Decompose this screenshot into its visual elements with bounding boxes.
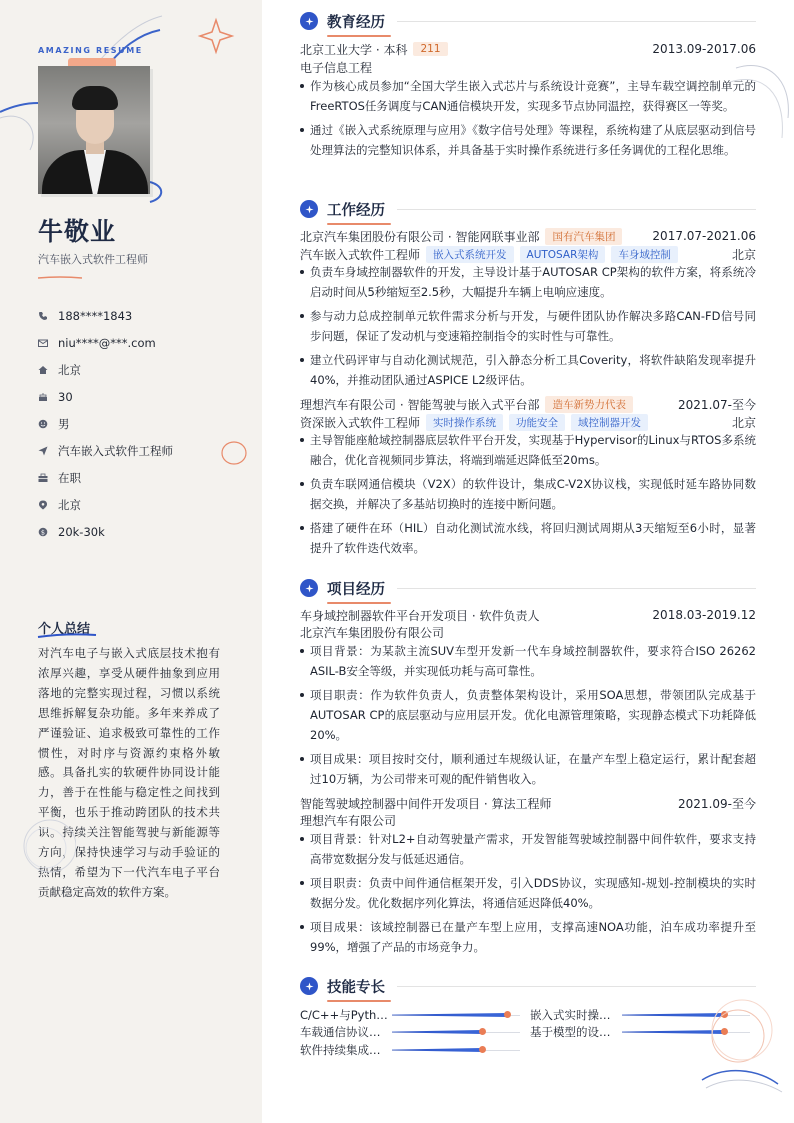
sparkle-icon (300, 12, 318, 30)
education-section-header (300, 10, 756, 32)
job-role: 汽车嵌入式软件工程师 (300, 247, 421, 262)
section-divider (397, 209, 756, 210)
job-company-row (300, 227, 756, 245)
skill-name: 嵌入式实时操… (530, 1008, 611, 1022)
skill-tag: 车身域控制 (611, 246, 678, 263)
projects-title: 项目经历 (327, 578, 385, 599)
project-bullets (300, 829, 756, 961)
mail-icon (38, 338, 58, 348)
info-status-value: 在职 (58, 470, 81, 485)
education-major: 电子信息工程 (300, 61, 373, 75)
info-gender-value: 男 (58, 416, 70, 431)
project-period: 2021.09-至今 (678, 796, 756, 811)
phone-icon (38, 311, 58, 321)
list-item: 搭建了硬件在环（HIL）自动化测试流水线，将回归测试周期从3天缩短至6小时，显著提升了软件迭代效率。 (300, 518, 756, 558)
skill-level-bar (392, 1011, 520, 1019)
svg-text:$: $ (40, 527, 46, 536)
info-age-value: 30 (58, 389, 73, 404)
info-city-value: 北京 (58, 362, 81, 377)
list-item: 负责车联网通信模块（V2X）的软件设计，集成C-V2X协议栈，实现低时延车路协同数据交换，并解决了多基站切换时的连接中断问题。 (300, 474, 756, 514)
sidebar (0, 0, 262, 1123)
name-underline (38, 276, 82, 280)
skill-tag: 功能安全 (509, 414, 565, 431)
job-role: 资深嵌入式软件工程师 (300, 415, 421, 430)
sparkle-icon (300, 579, 318, 597)
briefcase-icon (38, 473, 58, 483)
info-phone-value: 188****1843 (58, 308, 133, 323)
resume-tagline: AMAZING RESUME (38, 46, 143, 55)
decorative-ring (218, 438, 252, 468)
list-item: 项目职责：负责中间件通信框架开发，引入DDS协议，实现感知-规划-控制模块的实时数据分发。优化数据序列化算法，将通信延迟降低40%。 (300, 873, 756, 913)
summary-underline (36, 632, 100, 640)
list-item: 负责车身域控制器软件的开发，主导设计基于AUTOSAR CP架构的软件方案，将系统冷启动时间从5秒缩短至2.5秒，大幅提升车辆上电响应速度。 (300, 262, 756, 302)
home-icon (38, 365, 58, 375)
school-name: 北京工业大学 · 本科 (300, 42, 408, 57)
send-icon (38, 446, 58, 456)
school-tag: 211 (413, 42, 447, 56)
project-name: 智能驾驶域控制器中间件开发项目 · 算法工程师 (300, 796, 552, 811)
info-target-position (38, 437, 238, 464)
info-email (38, 329, 238, 356)
section-divider (397, 986, 756, 987)
job-city: 北京 (731, 247, 756, 262)
sparkle-icon (300, 977, 318, 995)
job-role-row (300, 413, 756, 431)
list-item: 项目背景：针对L2+自动驾驶量产需求，开发智能驾驶域控制器中间件软件，要求支持高带宽数据分发与低延迟通信。 (300, 829, 756, 869)
list-item: 项目成果：该域控制器已在量产车型上应用，支撑高速NOA功能，泊车成功率提升至99%，增强了产品的市场竞争力。 (300, 917, 756, 957)
education-title: 教育经历 (327, 11, 385, 32)
project-row (300, 606, 756, 624)
education-period: 2013.09-2017.06 (652, 42, 756, 56)
info-email-value: niu****@***.com (58, 335, 156, 350)
summary-text: 对汽车电子与嵌入式底层技术抱有浓厚兴趣，享受从硬件抽象到应用落地的完整实现过程，习惯以系统思维拆解复杂功能。多年来养成了严谨验证、追求极致可靠性的工作惯性，对时序与资源约束格外敏感。具备扎实的软硬件协同设计能力，善于在性能与稳定性之间找到平衡，也乐于推动跨团队的技术共识。持续关注智能驾驶与新能源等方向，保持快速学习与动手验证的热情，希望为下一代汽车电子平台贡献稳定高效的软件方案。 (38, 646, 220, 899)
project-row (300, 794, 756, 812)
section-divider (397, 21, 756, 22)
skill-tag: 域控制器开发 (571, 414, 648, 431)
project-company: 理想汽车有限公司 (300, 814, 397, 828)
section-divider (397, 588, 756, 589)
work-section-header (300, 198, 756, 220)
list-item: 主导智能座舱域控制器底层软件平台开发，实现基于Hypervisor的Linux与RTOS多系统融合，优化音视频同步算法，将端到端延迟降低至20ms。 (300, 430, 756, 470)
info-target-city (38, 491, 238, 518)
skills-section-header (300, 975, 756, 997)
list-item: 作为核心成员参加“全国大学生嵌入式芯片与系统设计竞赛”，主导车载空调控制单元的FreeRTOS任务调度与CAN通信模块开发，实现多节点协同温控，获得赛区一等奖。 (300, 76, 756, 116)
skill-level-bar (392, 1028, 520, 1036)
info-target-position-value: 汽车嵌入式软件工程师 (58, 443, 173, 458)
skill-name: C/C++与Pyth… (300, 1008, 388, 1022)
cake-icon (38, 392, 58, 402)
skill-name: 基于模型的设… (530, 1025, 611, 1039)
skill-name: 软件持续集成… (300, 1043, 381, 1057)
list-item: 项目背景：为某款主流SUV车型开发新一代车身域控制器软件，要求符合ISO 26262 ASIL-B安全等级，并实现低功耗与高可靠性。 (300, 641, 756, 681)
project-period: 2018.03-2019.12 (652, 608, 756, 622)
project-company: 北京汽车集团股份有限公司 (300, 626, 445, 640)
company-tag: 造车新势力代表 (545, 396, 633, 413)
skill-item (300, 1041, 520, 1059)
list-item: 建立代码评审与自动化测试规范，引入静态分析工具Coverity，将软件缺陷发现率提升40%，并推动团队通过ASPICE L2级评估。 (300, 350, 756, 390)
list-item: 通过《嵌入式系统原理与应用》《数字信号处理》等课程，系统构建了从底层驱动到信号处理算法的完整知识体系，并具备基于实时操作系统进行多任务调优的工程化思维。 (300, 120, 756, 160)
candidate-title: 汽车嵌入式软件工程师 (38, 253, 148, 266)
skill-item (300, 1023, 520, 1041)
skill-name: 车载通信协议… (300, 1025, 381, 1039)
smile-icon (38, 419, 58, 429)
job-city: 北京 (731, 415, 756, 430)
job-bullets (300, 262, 756, 394)
location-pin-icon (38, 500, 58, 510)
company-tag: 国有汽车集团 (545, 228, 622, 245)
contact-info-list (38, 302, 238, 545)
decorative-circles (16, 812, 76, 876)
education-bullets (300, 76, 756, 164)
info-status (38, 464, 238, 491)
projects-section-header (300, 577, 756, 599)
education-row (300, 40, 756, 58)
info-gender (38, 410, 238, 437)
project-bullets (300, 641, 756, 793)
skill-tag: 嵌入式系统开发 (426, 246, 514, 263)
job-role-row (300, 245, 756, 263)
profile-photo (38, 66, 150, 194)
skill-tag: 实时操作系统 (426, 414, 503, 431)
candidate-name: 牛敬业 (38, 217, 117, 246)
info-age (38, 383, 238, 410)
list-item: 参与动力总成控制单元软件需求分析与开发，与硬件团队协作解决多路CAN-FD信号同步问题，保证了发动机与变速箱控制指令的实时性与可靠性。 (300, 306, 756, 346)
summary-title: 个人总结 (38, 622, 91, 637)
job-company: 北京汽车集团股份有限公司 · 智能网联事业部 (300, 229, 540, 244)
job-period: 2021.07-至今 (678, 397, 756, 412)
skills-title: 技能专长 (327, 976, 385, 997)
job-period: 2017.07-2021.06 (652, 229, 756, 243)
skill-level-bar (392, 1046, 520, 1054)
info-target-city-value: 北京 (58, 497, 81, 512)
info-phone (38, 302, 238, 329)
job-company: 理想汽车有限公司 · 智能驾驶与嵌入式平台部 (300, 397, 540, 412)
list-item: 项目成果：项目按时交付，顺利通过车规级认证，在量产车型上稳定运行，累计配套超过10万辆，为公司带来可观的配件销售收入。 (300, 749, 756, 789)
info-city (38, 356, 238, 383)
job-bullets (300, 430, 756, 562)
project-name: 车身域控制器软件平台开发项目 · 软件负责人 (300, 608, 540, 623)
info-salary (38, 518, 238, 545)
decorative-bottom-right-curves (694, 996, 794, 1106)
skill-tag: AUTOSAR架构 (520, 246, 606, 263)
job-company-row (300, 395, 756, 413)
skill-item (300, 1006, 520, 1024)
sparkle-icon (300, 200, 318, 218)
salary-icon (38, 527, 58, 537)
info-salary-value: 20k-30k (58, 524, 105, 539)
work-title: 工作经历 (327, 199, 385, 220)
list-item: 项目职责：作为软件负责人，负责整体架构设计，采用SOA思想，带领团队完成基于AUTOSAR CP的底层驱动与应用层开发。优化电源管理策略，实现静态模式下功耗降低20%。 (300, 685, 756, 745)
